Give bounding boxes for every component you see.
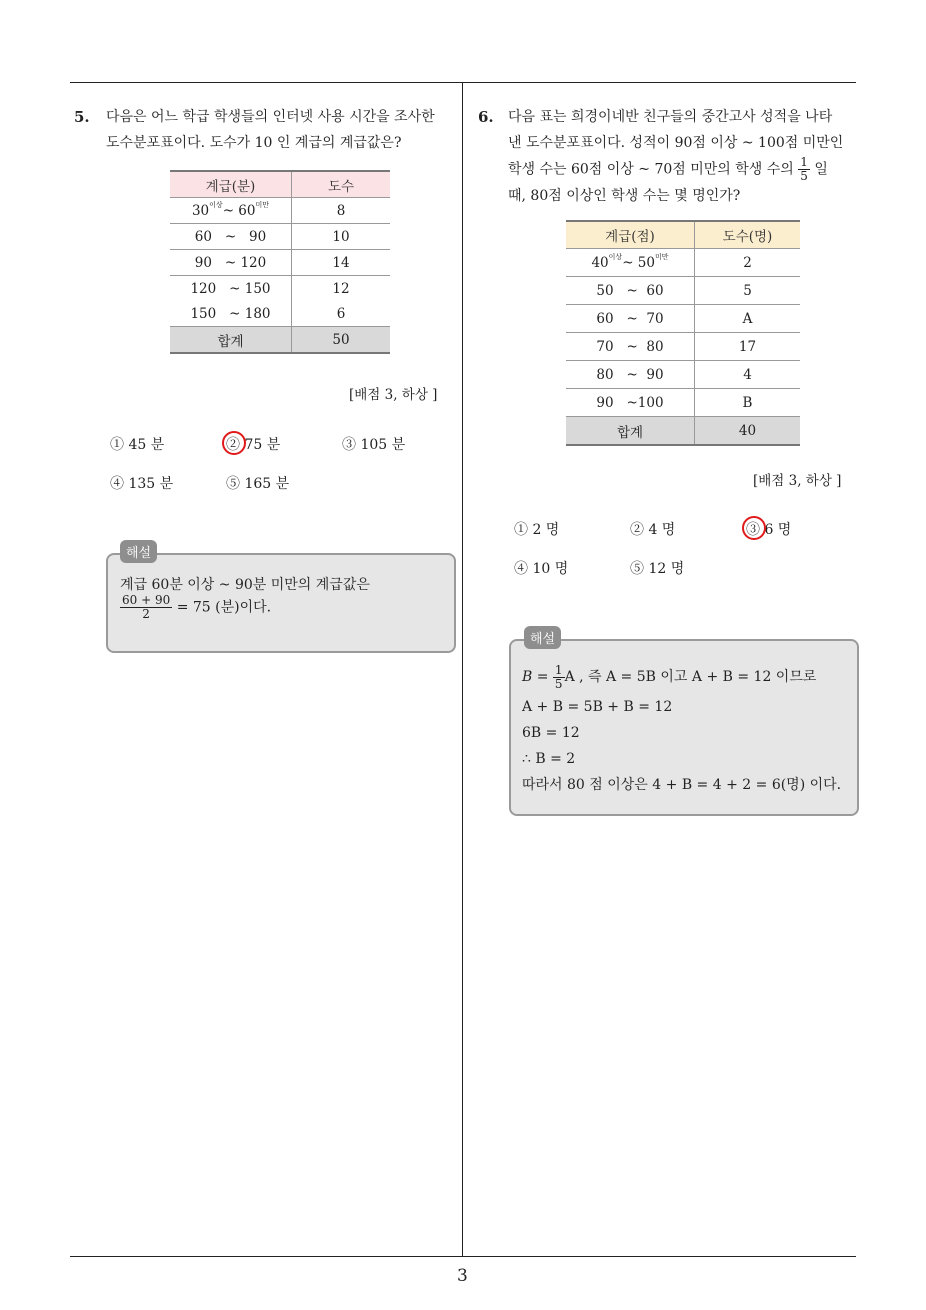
q5-frequency-table (170, 170, 390, 354)
q6-stem-line3: 학생 수는 60점 이상 ~ 70점 미만의 학생 수의 $\frac{1}{5}$ 일 (508, 155, 828, 183)
top-rule (70, 82, 856, 83)
q6-solution-text (522, 660, 852, 798)
frequency-cell: 5 (695, 277, 801, 305)
frequency-cell: 12 (332, 280, 350, 297)
q5-solution-line2: $\frac{60 + 90}{2}$ = 75 (분)이다. (122, 593, 272, 621)
table-row (170, 276, 390, 302)
q5-number: 5. (74, 108, 90, 126)
frequency-cell: A (695, 305, 801, 333)
q6-option-4[interactable]: ④ 10 명 (514, 561, 569, 577)
table-row (566, 333, 800, 361)
table-header-cell: 계급(점) (566, 221, 695, 249)
table-row (566, 249, 800, 277)
table-row (566, 305, 800, 333)
frequency-cell: 2 (695, 249, 801, 277)
q5-option-3[interactable]: ③ 105 분 (342, 437, 406, 453)
q6-solution-line4: ∴ B = 2 (522, 751, 576, 767)
q6-option-2[interactable]: ② 4 명 (630, 522, 676, 538)
frequency-cell: 14 (292, 250, 391, 276)
frequency-cell: 17 (695, 333, 801, 361)
fraction: $\frac{60 + 90}{2}$ (122, 593, 171, 621)
column-divider (462, 82, 463, 1256)
q6-solution-line5: 따라서 80 점 이상은 4 + B = 4 + 2 = 6(명) 이다. (522, 777, 842, 793)
frequency-cell: 6 (292, 301, 391, 327)
answer-circle-mark (222, 431, 246, 455)
frequency-cell: 10 (292, 224, 391, 250)
class-cell: 60 ~ 90 (170, 224, 292, 250)
q6-stem-line2: 낸 도수분포표이다. 성적이 90점 이상 ~ 100점 미만인 (508, 135, 844, 151)
class-cell: 60 ~ 70 (566, 305, 695, 333)
q5-stem-line1: 다음은 어느 학급 학생들의 인터넷 사용 시간을 조사한 (106, 109, 435, 125)
frequency-cell: B (695, 389, 801, 417)
total-label: 합계 (566, 417, 695, 446)
q5-stem (106, 104, 456, 156)
class-cell: $30^{이상}\sim$ $60^{미만}$ (170, 198, 292, 224)
table-header-cell: 도수 (292, 171, 391, 198)
q6-stem-line1: 다음 표는 희경이네반 친구들의 중간고사 성적을 나타 (508, 109, 833, 125)
frequency-cell: 8 (292, 198, 391, 224)
q6-option-5[interactable]: ⑤ 12 명 (630, 561, 685, 577)
q5-option-5[interactable]: ⑤ 165 분 (226, 476, 290, 492)
page-number: 3 (457, 1266, 468, 1286)
table-total-row (170, 327, 390, 354)
frequency-cell: 4 (695, 361, 801, 389)
q5-solution-line1: 계급 60분 이상 ~ 90분 미만의 계급값은 (120, 577, 370, 593)
total-value: 50 (292, 327, 391, 354)
q6-stem-line4: 때, 80점 이상인 학생 수는 몇 명인가? (508, 188, 741, 204)
bottom-rule (70, 1256, 856, 1257)
table-header-row (566, 221, 800, 249)
class-cell: 70 ~ 80 (566, 333, 695, 361)
class-cell: 50 ~ 60 (566, 277, 695, 305)
q5-option-2[interactable]: ② 75 분 (226, 437, 281, 453)
fraction: $\frac{1}{5}$ (554, 662, 563, 691)
q6-stem (508, 104, 860, 209)
table-header-row (170, 171, 390, 198)
q6-frequency-table (566, 220, 800, 446)
total-label: 합계 (170, 327, 292, 354)
table-row (566, 389, 800, 417)
q5-option-1[interactable]: ① 45 분 (110, 437, 165, 453)
q6-option-1[interactable]: ① 2 명 (514, 522, 560, 538)
total-value: 40 (695, 417, 801, 446)
q6-solution-line1: B = $\frac{1}{5}$ A , 즉 A = 5B 이고 A + B = 12 이므로 (522, 662, 817, 691)
fraction: $\frac{1}{5}$ (800, 155, 808, 183)
q5-solution-text (120, 572, 442, 621)
q5-option-4[interactable]: ④ 135 분 (110, 476, 174, 492)
q5-solution-tag: 해설 (120, 540, 157, 563)
table-row (170, 301, 390, 327)
table-total-row (566, 417, 800, 446)
table-header-cell: 도수(명) (695, 221, 801, 249)
answer-circle-mark (742, 516, 766, 540)
class-cell: 90 ~ 120 (170, 250, 292, 276)
table-row (170, 224, 390, 250)
q6-solution-line2: A + B = 5B + B = 12 (522, 699, 673, 715)
class-cell: 80 ~ 90 (566, 361, 695, 389)
q6-option-3[interactable]: ③ 6 명 (746, 522, 792, 538)
q6-points: [배점 3, 하상 ] (753, 473, 842, 489)
table-row (566, 361, 800, 389)
q5-stem-line2: 도수분포표이다. 도수가 10 인 계급의 계급값은? (106, 135, 402, 151)
q6-number: 6. (478, 108, 494, 126)
table-row (170, 250, 390, 276)
class-cell: 120 ~ 150 (170, 276, 292, 302)
class-cell: 90 ~100 (566, 389, 695, 417)
table-header-cell: 계급(분) (170, 171, 292, 198)
q6-solution-tag: 해설 (524, 626, 561, 649)
table-row (566, 277, 800, 305)
class-cell: $40^{이상}\sim$ $50^{미만}$ (566, 249, 695, 277)
class-cell: 150 ~ 180 (170, 301, 292, 327)
table-row (170, 198, 390, 224)
q6-solution-line3: 6B = 12 (522, 725, 580, 741)
q5-points: [배점 3, 하상 ] (349, 387, 438, 403)
